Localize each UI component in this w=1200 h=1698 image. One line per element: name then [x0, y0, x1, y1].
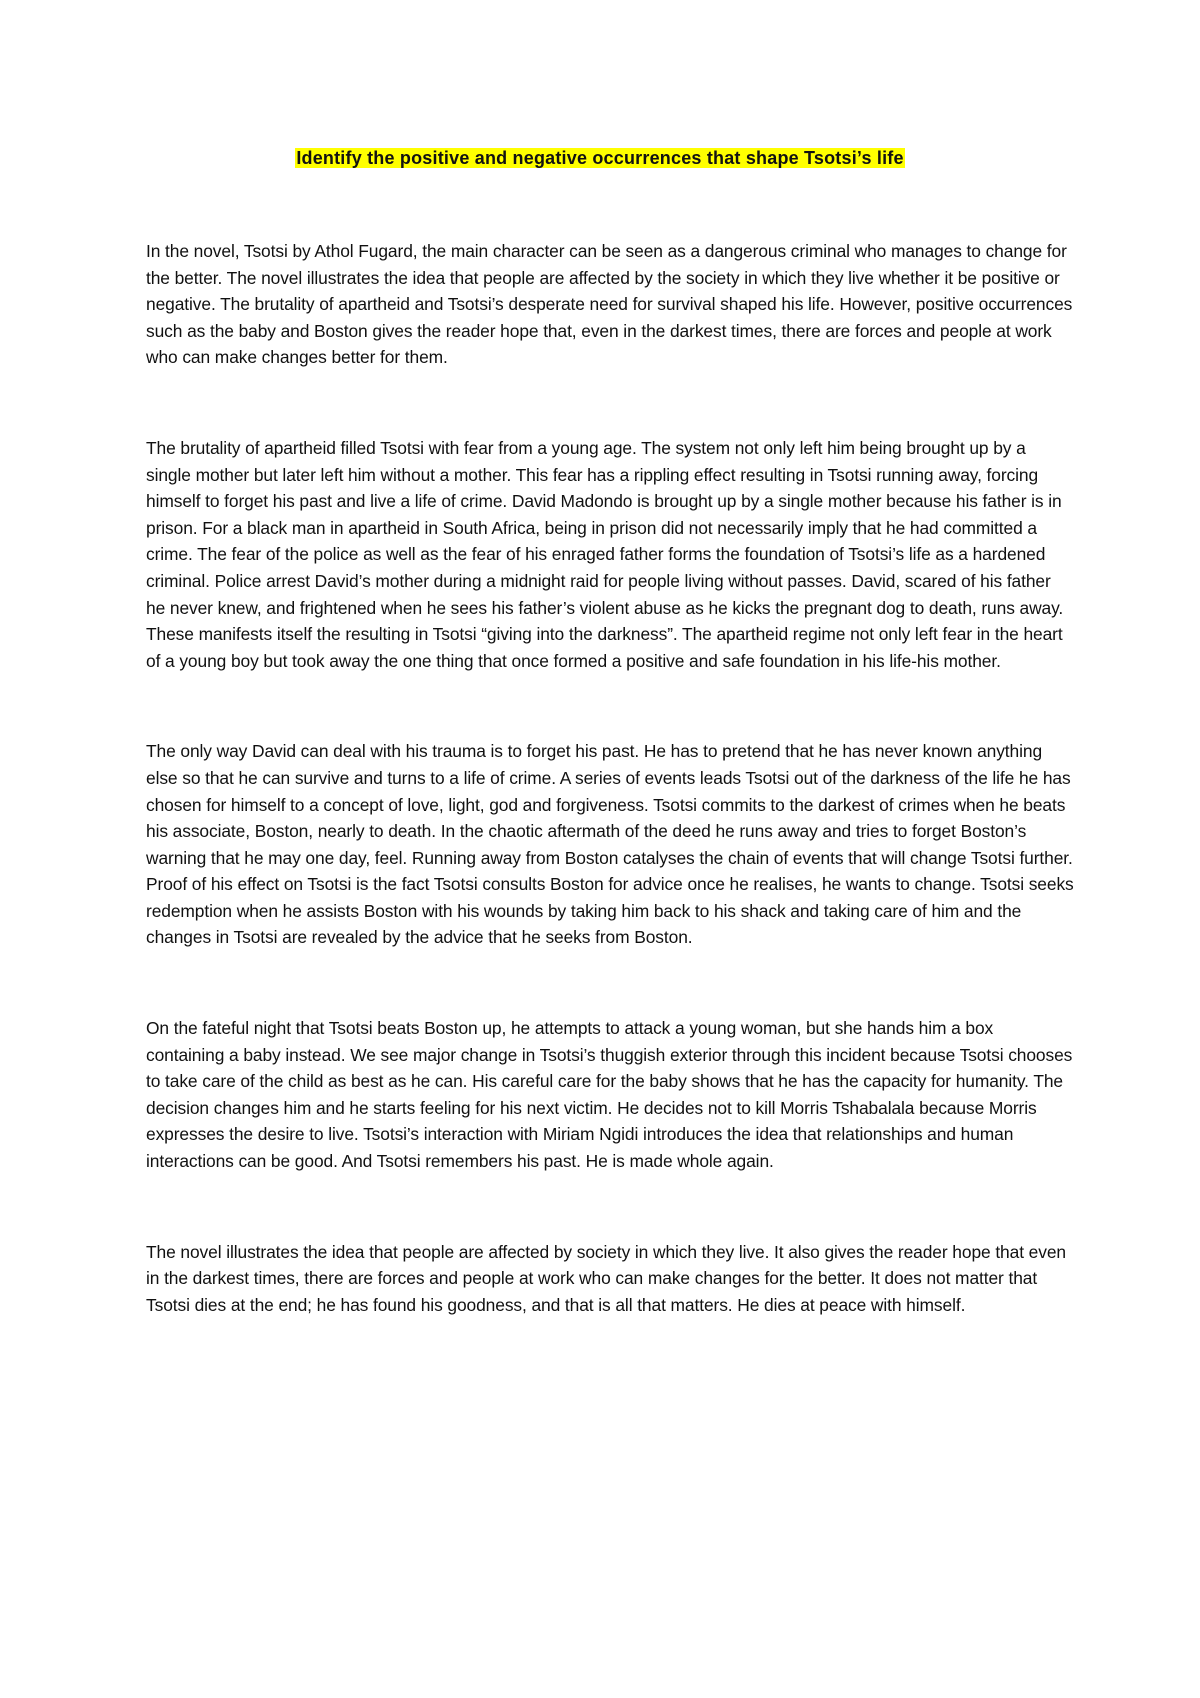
paragraph-baby: On the fateful night that Tsotsi beats Boston up, he attempts to attack a young woman, but she hands him a box containing a baby instead. We see major change in Tsotsi’s thuggish exterior through this incident because Tsotsi chooses to take care of the child as best as he can. His careful care for the baby shows that he has the capacity for humanity. The decision changes him and he starts feeling for his next victim. He decides not to kill Morris Tshabalala because Morris expresses the desire to live. Tsotsi’s interaction with Miriam Ngidi introduces the idea that relationships and human interactions can be good. And Tsotsi remembers his past. He is made whole again. — [146, 1018, 1073, 1172]
paragraph-introduction: In the novel, Tsotsi by Athol Fugard, the main character can be seen as a dangerous criminal who manages to change for the better. The novel illustrates the idea that people are affected by the society in which they live whether it be positive or negative. The brutality of apartheid and Tsotsi’s desperate need for survival shaped his life. However, positive occurrences such as the baby and Boston gives the reader hope that, even in the darkest times, there are forces and people at work who can make changes better for them. — [146, 241, 1073, 368]
title-container — [0, 148, 1200, 169]
paragraph-boston: The only way David can deal with his trauma is to forget his past. He has to pretend that he has never known anything else so that he can survive and turns to a life of crime. A series of events leads Tsotsi out of the darkness of the life he has chosen for himself to a concept of love, light, god and forgiveness. Tsotsi commits to the darkest of crimes when he beats his associate, Boston, nearly to death. In the chaotic aftermath of the deed he runs away and tries to forget Boston’s warning that he may one day, feel. Running away from Boston catalyses the chain of events that will change Tsotsi further. Proof of his effect on Tsotsi is the fact Tsotsi consults Boston for advice once he realises, he wants to change. Tsotsi seeks redemption when he assists Boston with his wounds by taking him back to his shack and taking care of him and the changes in Tsotsi are revealed by the advice that he seeks from Boston. — [146, 741, 1074, 948]
document-title: Identify the positive and negative occurrences that shape Tsotsi’s life — [296, 148, 904, 168]
paragraph-conclusion: The novel illustrates the idea that people are affected by society in which they live. It also gives the reader hope that even in the darkest times, there are forces and people at work who can make changes for the better. It does not matter that Tsotsi dies at the end; he has found his goodness, and that is all that matters. He dies at peace with himself. — [146, 1241, 1066, 1315]
paragraph-apartheid-fear: The brutality of apartheid filled Tsotsi with fear from a young age. The system not only left him being brought up by a single mother but later left him without a mother. This fear has a rippling effect resulting in Tsotsi running away, forcing himself to forget his past and live a life of crime. David Madondo is brought up by a single mother because his father is in prison. For a black man in apartheid in South Africa, being in prison did not necessarily imply that he had committed a crime. The fear of the police as well as the fear of his enraged father forms the foundation of Tsotsi’s life as a hardened criminal. Police arrest David’s mother during a midnight raid for people living without passes. David, scared of his father he never knew, and frightened when he sees his father’s violent abuse as he kicks the pregnant dog to death, runs away. These manifests itself the resulting in Tsotsi “giving into the darkness”. The apartheid regime not only left fear in the heart of a young boy but took away the one thing that once formed a positive and safe foundation in his life-his mother. — [146, 437, 1064, 671]
document-body — [146, 238, 1074, 1382]
